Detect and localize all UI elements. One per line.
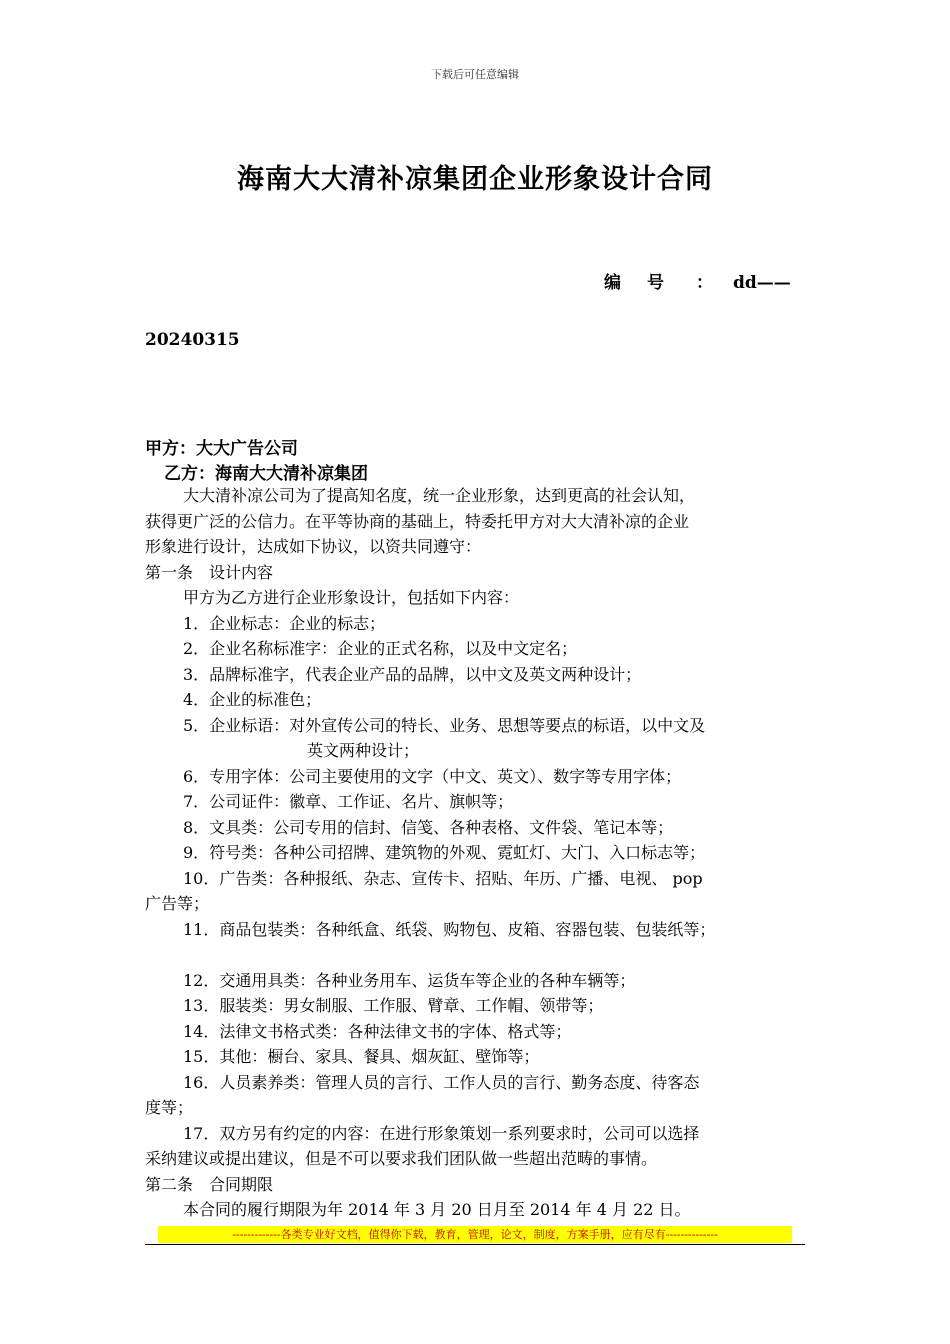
serial-colon: ： bbox=[696, 273, 713, 293]
serial-number-line bbox=[604, 268, 824, 293]
list-item: 3．品牌标准字，代表企业产品的品牌，以中文及英文两种设计； bbox=[183, 664, 642, 684]
list-item-continuation: 采纳建议或提出建议，但是不可以要求我们团队做一些超出范畴的事情。 bbox=[145, 1149, 658, 1168]
list-item: 12．交通用具类：各种业务用车、运货车等企业的各种车辆等； bbox=[183, 970, 636, 990]
intro-line-3: 形象进行设计，达成如下协议，以资共同遵守： bbox=[145, 537, 482, 556]
list-item: 17．双方另有约定的内容：在进行形象策划一系列要求时，公司可以选择 bbox=[183, 1123, 700, 1143]
list-item: 2．企业名称标准字：企业的正式名称，以及中文定名； bbox=[183, 639, 578, 658]
serial-date: 20240315 bbox=[145, 330, 240, 350]
article-1-heading: 第一条 设计内容 bbox=[145, 562, 274, 582]
intro-line-2: 获得更广泛的公信力。在平等协商的基础上，特委托甲方对大大清补凉的企业 bbox=[145, 511, 690, 531]
list-item-continuation: 英文两种设计； bbox=[307, 741, 420, 760]
list-item: 10．广告类：各种报纸、杂志、宣传卡、招贴、年历、广播、电视、 pop bbox=[183, 868, 703, 888]
list-item-continuation: 广告等； bbox=[145, 894, 210, 913]
article-2-text: 本合同的履行期限为年 2014 年 3 月 20 日月至 2014 年 4 月 22 日。 bbox=[183, 1200, 691, 1219]
article-1-lead: 甲方为乙方进行企业形象设计，包括如下内容： bbox=[183, 588, 520, 607]
contract-body bbox=[145, 483, 825, 1223]
footer-rule bbox=[145, 1244, 805, 1245]
party-a: 甲方：大大广告公司 bbox=[145, 439, 298, 459]
list-item: 6．专用字体：公司主要使用的文字（中文、英文）、数字等专用字体； bbox=[183, 766, 682, 786]
intro-line-1: 大大清补凉公司为了提高知名度，统一企业形象，达到更高的社会认知， bbox=[183, 486, 696, 505]
blank-line bbox=[145, 942, 825, 968]
list-item: 16．人员素养类：管理人员的言行、工作人员的言行、勤务态度、待客态 bbox=[183, 1072, 700, 1092]
article-2-heading: 第二条 合同期限 bbox=[145, 1174, 274, 1194]
serial-value: dd—— bbox=[733, 273, 791, 293]
serial-label-char-2: 号 bbox=[647, 273, 664, 293]
list-item: 7．公司证件：徽章、工作证、名片、旗帜等； bbox=[183, 792, 514, 811]
header-note: 下载后可任意编辑 bbox=[431, 68, 519, 81]
list-item: 5．企业标语：对外宣传公司的特长、业务、思想等要点的标语，以中文及 bbox=[183, 715, 706, 735]
list-item: 13．服装类：男女制服、工作服、臂章、工作帽、领带等； bbox=[183, 996, 604, 1015]
list-item: 1．企业标志：企业的标志； bbox=[183, 613, 386, 633]
list-item: 14．法律文书格式类：各种法律文书的字体、格式等； bbox=[183, 1021, 572, 1041]
list-item: 4．企业的标准色； bbox=[183, 690, 322, 709]
document-title: 海南大大清补凉集团企业形象设计合同 bbox=[237, 164, 713, 195]
list-item-continuation: 度等； bbox=[145, 1098, 194, 1117]
serial-label-char-1: 编 bbox=[604, 273, 621, 293]
list-item: 9．符号类：各种公司招牌、建筑物的外观、霓虹灯、大门、入口标志等； bbox=[183, 843, 706, 862]
list-item: 8．文具类：公司专用的信封、信笺、各种表格、文件袋、笔记本等； bbox=[183, 817, 674, 837]
list-item: 11．商品包装类：各种纸盒、纸袋、购物包、皮箱、容器包装、包装纸等； bbox=[183, 919, 716, 939]
list-item: 15．其他：橱台、家具、餐具、烟灰缸、壁饰等； bbox=[183, 1047, 540, 1066]
footer-banner: -------------各类专业好文档，值得你下载，教育，管理，论文，制度，方案手册，应有尽有-------------- bbox=[158, 1226, 792, 1243]
party-b: 乙方：海南大大清补凉集团 bbox=[164, 464, 368, 484]
